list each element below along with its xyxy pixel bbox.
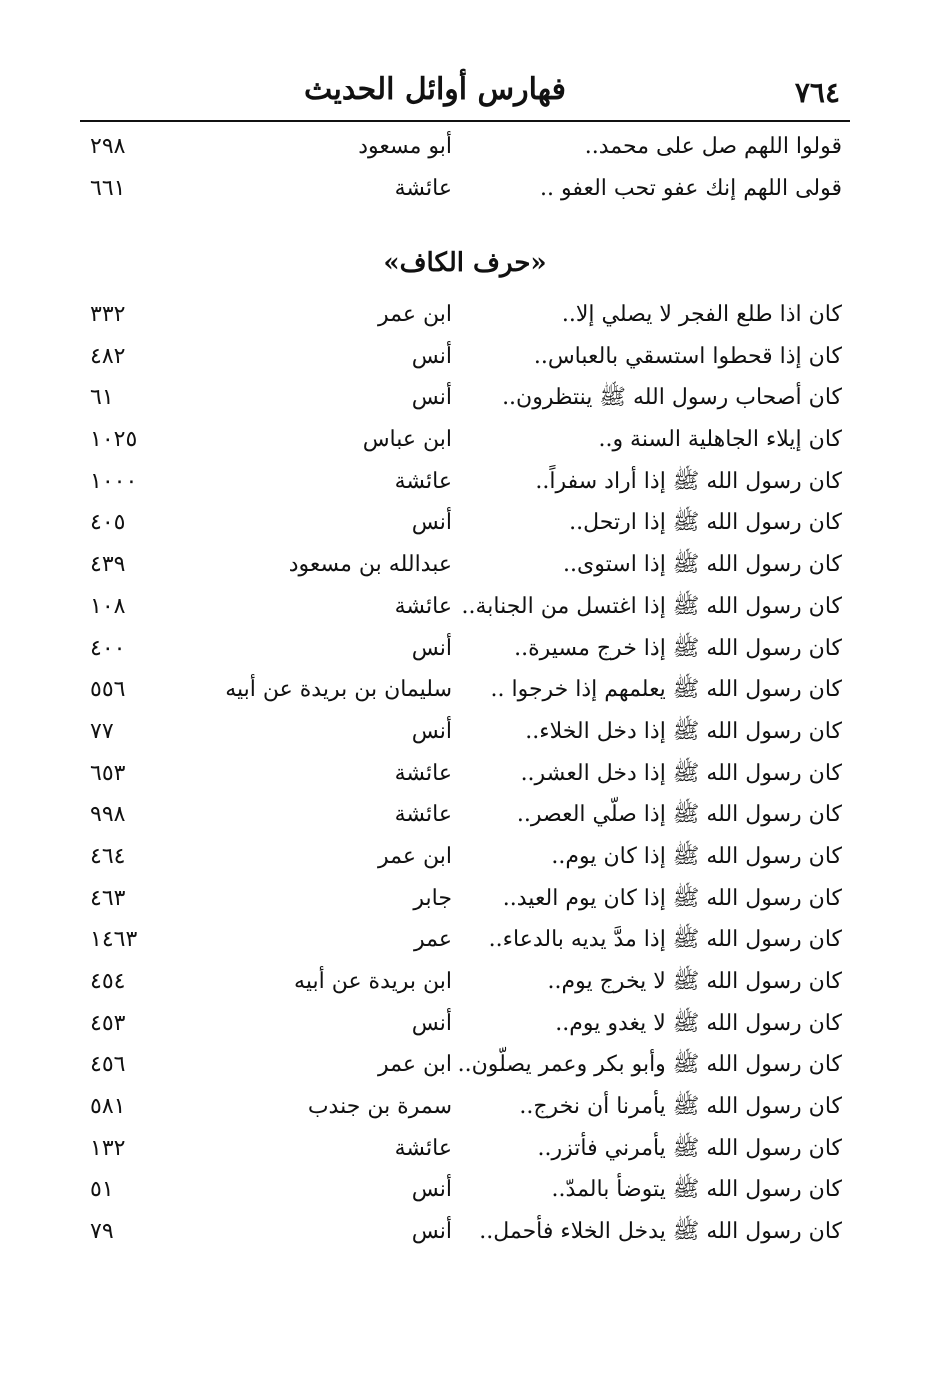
hadith-opening: قولوا اللهم صل على محمد.. — [584, 134, 842, 159]
hadith-number: ٧٧ — [90, 718, 114, 744]
index-row — [80, 961, 850, 1003]
hadith-number: ٦١ — [90, 385, 114, 411]
narrator: أنس — [411, 635, 452, 661]
hadith-opening: كان رسول الله ﷺ يأمرنا أن نخرج.. — [519, 1094, 842, 1120]
hadith-number: ٦٥٣ — [90, 760, 126, 786]
narrator: جابر — [413, 885, 452, 911]
narrator: عمر — [414, 927, 452, 953]
index-row — [80, 919, 850, 961]
hadith-opening: كان رسول الله ﷺ إذا كان يوم العيد.. — [502, 885, 842, 911]
index-row — [80, 126, 850, 168]
narrator: ابن بريدة عن أبيه — [294, 969, 452, 994]
hadith-opening: كان رسول الله ﷺ إذا أراد سفراً.. — [535, 468, 842, 494]
hadith-number: ٤٠٠ — [90, 635, 126, 661]
hadith-number: ١٣٢ — [90, 1135, 126, 1161]
section-heading: «حرف الكاف» — [383, 248, 547, 278]
narrator: ابن عباس — [362, 427, 452, 453]
index-row — [80, 628, 850, 670]
index-row — [80, 1003, 850, 1045]
top-index-list — [80, 126, 850, 209]
hadith-number: ٤٦٤ — [90, 843, 126, 869]
narrator: أنس — [411, 510, 452, 536]
narrator: أنس — [411, 1177, 452, 1203]
hadith-opening: كان إيلاء الجاهلية السنة و.. — [598, 427, 842, 453]
narrator: أبو مسعود — [358, 134, 452, 159]
index-row — [80, 1169, 850, 1211]
narrator: عائشة — [394, 760, 452, 786]
hadith-number: ٤٥٦ — [90, 1052, 126, 1078]
hadith-opening: كان اذا طلع الفجر لا يصلي إلا.. — [561, 302, 842, 327]
index-row — [80, 294, 850, 336]
index-row — [80, 836, 850, 878]
hadith-opening: كان رسول الله ﷺ يتوضأ بالمدّ.. — [551, 1177, 842, 1203]
page-number: ٧٦٤ — [794, 76, 840, 109]
hadith-number: ١٠٢٥ — [90, 427, 138, 453]
hadith-opening: كان أصحاب رسول الله ﷺ ينتظرون.. — [502, 385, 842, 411]
narrator: عائشة — [394, 175, 452, 201]
hadith-opening: كان رسول الله ﷺ إذا استوى.. — [563, 552, 842, 578]
hadith-opening: كان رسول الله ﷺ يدخل الخلاء فأحمل.. — [479, 1219, 842, 1245]
hadith-opening: قولى اللهم إنك عفو تحب العفو .. — [540, 175, 842, 201]
hadith-opening: كان رسول الله ﷺ لا يغدو يوم.. — [555, 1010, 842, 1036]
narrator: عائشة — [394, 1135, 452, 1161]
index-row — [80, 544, 850, 586]
hadith-opening: كان رسول الله ﷺ إذا كان يوم.. — [551, 843, 842, 869]
hadith-number: ٦٦١ — [90, 175, 126, 201]
kaf-index-list — [80, 294, 850, 1253]
narrator: أنس — [411, 718, 452, 744]
hadith-opening: كان رسول الله ﷺ يعلمهم إذا خرجوا .. — [490, 677, 842, 703]
hadith-number: ٧٩ — [90, 1219, 114, 1245]
narrator: ابن عمر — [378, 302, 452, 327]
hadith-opening: كان رسول الله ﷺ إذا صلّي العصر.. — [516, 802, 842, 828]
narrator: أنس — [411, 343, 452, 369]
hadith-opening: كان رسول الله ﷺ يأمرني فأتزر.. — [537, 1135, 842, 1161]
narrator: سليمان بن بريدة عن أبيه — [225, 677, 452, 703]
index-row — [80, 168, 850, 210]
hadith-opening: كان إذا قحطوا استسقي بالعباس.. — [533, 343, 842, 369]
index-row — [80, 461, 850, 503]
hadith-opening: كان رسول الله ﷺ إذا مدَّ يديه بالدعاء.. — [488, 927, 842, 953]
index-row — [80, 1086, 850, 1128]
index-row — [80, 336, 850, 378]
page-title: فهارس أوائل الحديث — [304, 72, 566, 107]
hadith-number: ٤٥٤ — [90, 969, 126, 994]
hadith-opening: كان رسول الله ﷺ إذا دخل العشر.. — [520, 760, 842, 786]
hadith-number: ٥١ — [90, 1177, 114, 1203]
index-row — [80, 753, 850, 795]
narrator: أنس — [411, 385, 452, 411]
index-row — [80, 878, 850, 920]
narrator: ابن عمر — [378, 843, 452, 869]
index-row — [80, 794, 850, 836]
hadith-number: ٥٥٦ — [90, 677, 126, 703]
narrator: عائشة — [394, 468, 452, 494]
hadith-number: ٤٨٢ — [90, 343, 126, 369]
narrator: ابن عمر — [378, 1052, 452, 1078]
hadith-opening: كان رسول الله ﷺ وأبو بكر وعمر يصلّون.. — [457, 1052, 842, 1078]
hadith-number: ٩٩٨ — [90, 802, 126, 828]
hadith-opening: كان رسول الله ﷺ إذا خرج مسيرة.. — [514, 635, 842, 661]
hadith-opening: كان رسول الله ﷺ إذا دخل الخلاء.. — [525, 718, 842, 744]
hadith-number: ١٠٠٠ — [90, 468, 138, 494]
index-row — [80, 586, 850, 628]
index-row — [80, 1128, 850, 1170]
index-row — [80, 502, 850, 544]
hadith-opening: كان رسول الله ﷺ لا يخرج يوم.. — [547, 969, 842, 994]
header-rule — [80, 120, 850, 122]
hadith-number: ٥٨١ — [90, 1094, 126, 1120]
index-row — [80, 1044, 850, 1086]
narrator: عائشة — [394, 802, 452, 828]
hadith-opening: كان رسول الله ﷺ إذا ارتحل.. — [569, 510, 842, 536]
hadith-number: ٢٩٨ — [90, 134, 126, 159]
narrator: أنس — [411, 1010, 452, 1036]
hadith-number: ١٠٨ — [90, 593, 126, 619]
index-row — [80, 1211, 850, 1253]
hadith-number: ٣٣٢ — [90, 302, 126, 327]
index-row — [80, 419, 850, 461]
index-row — [80, 711, 850, 753]
index-row — [80, 669, 850, 711]
page-header — [80, 72, 850, 118]
narrator: عائشة — [394, 593, 452, 619]
hadith-number: ٤٦٣ — [90, 885, 126, 911]
hadith-opening: كان رسول الله ﷺ إذا اغتسل من الجنابة.. — [461, 593, 842, 619]
narrator: أنس — [411, 1219, 452, 1245]
hadith-number: ١٤٦٣ — [90, 927, 138, 953]
narrator: سمرة بن جندب — [307, 1094, 452, 1120]
hadith-number: ٤٠٥ — [90, 510, 126, 536]
hadith-number: ٤٣٩ — [90, 552, 126, 578]
hadith-number: ٤٥٣ — [90, 1010, 126, 1036]
index-row — [80, 377, 850, 419]
narrator: عبدالله بن مسعود — [288, 552, 452, 578]
